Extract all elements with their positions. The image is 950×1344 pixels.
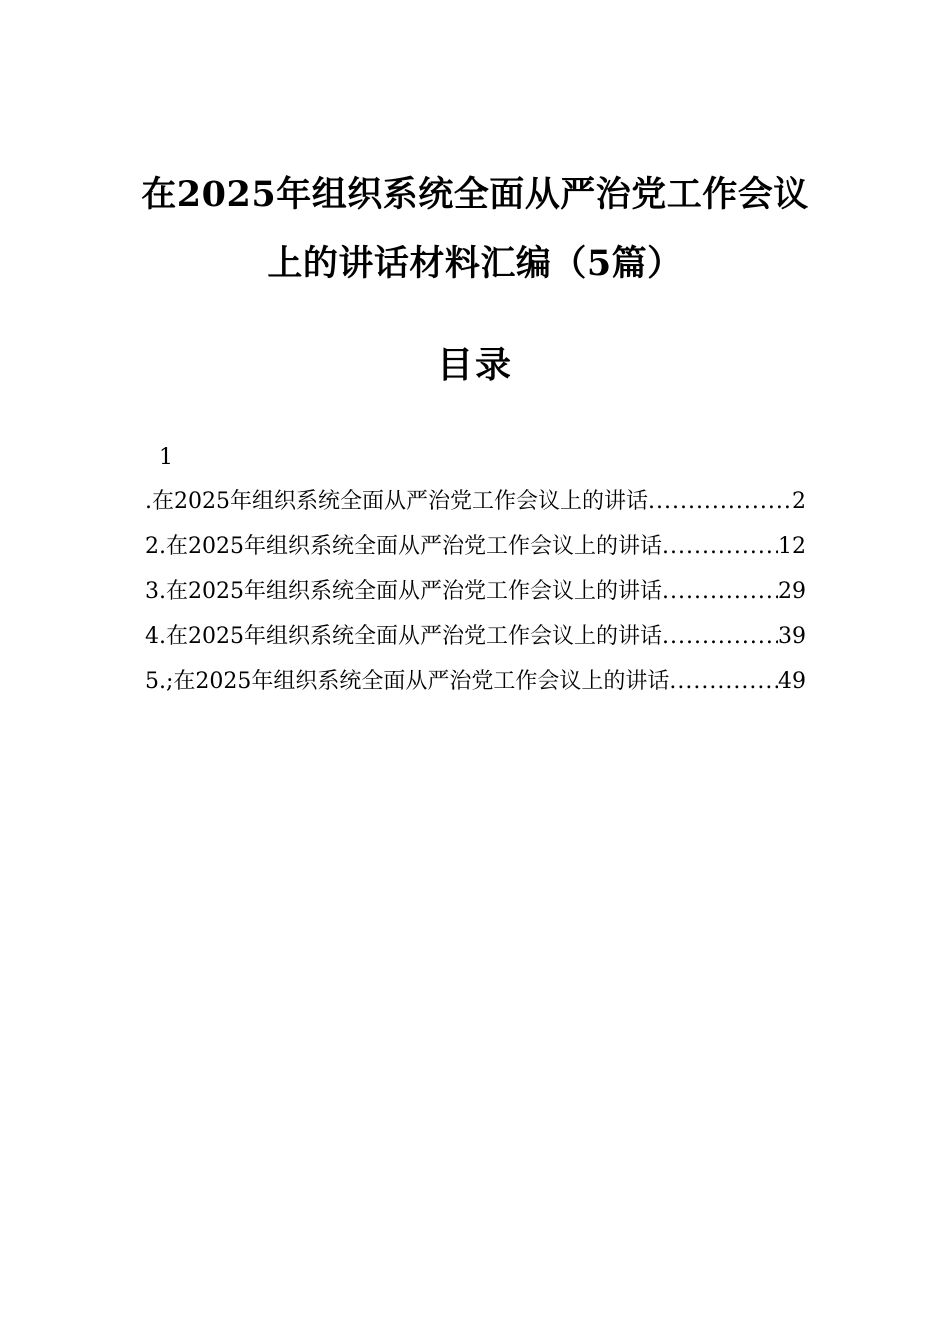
toc-entry[interactable]: [145, 487, 806, 532]
toc-entry[interactable]: [145, 667, 806, 712]
toc-leader-dots: [662, 577, 778, 607]
toc-entry-title: 3.在2025年组织系统全面从严治党工作会议上的讲话: [145, 579, 662, 604]
toc-entry-page: 49: [778, 669, 806, 694]
toc-marker: 1: [159, 445, 173, 470]
document-title-line-2: 上的讲话材料汇编（5篇）: [267, 243, 683, 284]
toc-entry-page: 12: [778, 534, 806, 559]
toc-leader-dots: [648, 487, 792, 517]
toc-entry-title: 4.在2025年组织系统全面从严治党工作会议上的讲话: [145, 624, 662, 649]
toc-heading: 目录: [436, 344, 513, 386]
toc-entry-page: 39: [778, 624, 806, 649]
toc-entry[interactable]: [145, 577, 806, 622]
toc-entry[interactable]: [145, 532, 806, 577]
toc-entry-title: .在2025年组织系统全面从严治党工作会议上的讲话: [145, 489, 648, 514]
toc-entry-title: 5.;在2025年组织系统全面从严治党工作会议上的讲话: [145, 669, 670, 694]
toc-entry-title: 2.在2025年组织系统全面从严治党工作会议上的讲话: [145, 534, 662, 559]
toc-leader-dots: [669, 667, 778, 697]
toc-entry-page: 29: [778, 579, 806, 604]
toc-list: [145, 487, 806, 712]
toc-entry[interactable]: [145, 622, 806, 667]
toc-entry-page: 2: [792, 489, 806, 514]
toc-leader-dots: [662, 532, 778, 562]
document-title-line-1: 在2025年组织系统全面从严治党工作会议: [141, 174, 809, 215]
toc-leader-dots: [662, 622, 778, 652]
